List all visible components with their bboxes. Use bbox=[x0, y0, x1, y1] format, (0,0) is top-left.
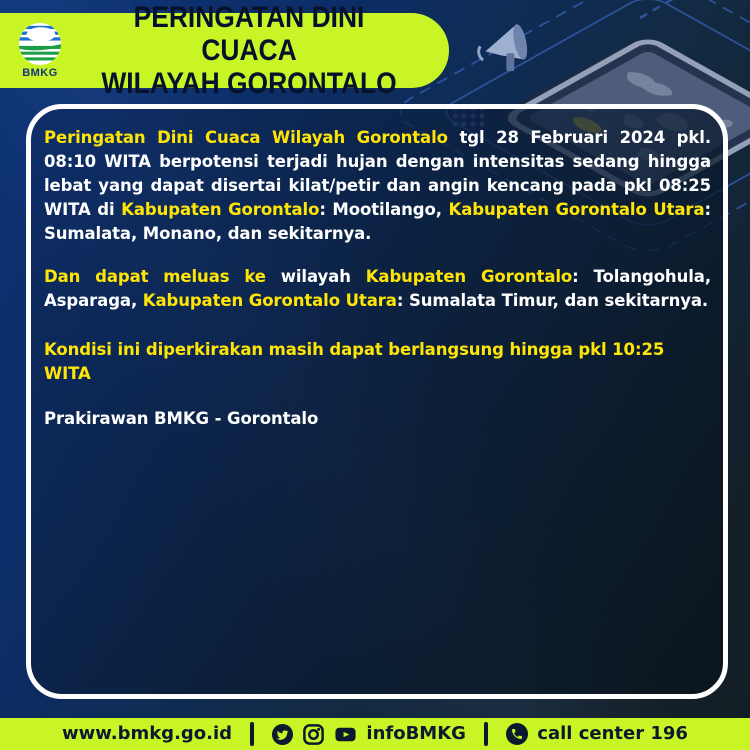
bmkg-logo-icon bbox=[18, 22, 62, 66]
footer-bar bbox=[0, 718, 750, 750]
expansion-areas-kabupaten-gorontalo: : Tolangohula, Asparaga, bbox=[44, 267, 711, 310]
footer-social-group bbox=[271, 718, 466, 750]
instagram-icon bbox=[302, 723, 325, 746]
alert-duration-note: Kondisi ini diperkirakan masih dapat berlangsung hingga pkl 10:25 WITA bbox=[44, 340, 665, 383]
alert-paragraph-2 bbox=[44, 265, 711, 313]
alert-paragraph-1 bbox=[44, 126, 711, 246]
expansion-areas-gorontalo-utara: : Sumalata Timur, dan sekitarnya. bbox=[396, 291, 709, 310]
footer-separator bbox=[250, 722, 254, 746]
expansion-mid: wilayah bbox=[265, 267, 366, 286]
footer-callcenter-label: call center 196 bbox=[537, 723, 688, 744]
forecaster-signature: Prakirawan BMKG - Gorontalo bbox=[44, 409, 319, 428]
region-kabupaten-gorontalo: Kabupaten Gorontalo bbox=[121, 200, 320, 219]
footer-callcenter-group bbox=[505, 718, 688, 750]
header-banner bbox=[0, 1, 449, 100]
footer-separator bbox=[484, 722, 488, 746]
bmkg-logo bbox=[13, 22, 67, 79]
youtube-icon bbox=[333, 723, 358, 746]
areas-kabupaten-gorontalo: : Mootilango, bbox=[319, 200, 449, 219]
expansion-region-kabupaten-gorontalo: Kabupaten Gorontalo bbox=[365, 267, 573, 286]
poster-title-line2: WILAYAH GORONTALO bbox=[101, 67, 397, 100]
areas-gorontalo-utara: : Sumalata, Monano, dan sekitarnya. bbox=[44, 200, 711, 243]
footer-social-handle: infoBMKG bbox=[366, 723, 466, 744]
phone-icon bbox=[505, 722, 529, 746]
poster-title-line1: PERINGATAN DINI CUACA bbox=[133, 1, 365, 67]
expansion-lead: Dan dapat meluas ke bbox=[44, 267, 266, 286]
alert-panel bbox=[26, 104, 728, 699]
region-gorontalo-utara: Kabupaten Gorontalo Utara bbox=[448, 200, 705, 219]
alert-title-highlight: Peringatan Dini Cuaca Wilayah Gorontalo bbox=[44, 128, 448, 147]
expansion-region-gorontalo-utara: Kabupaten Gorontalo Utara bbox=[142, 291, 397, 310]
alert-body-text: tgl 28 Februari 2024 pkl. 08:10 WITA berpotensi terjadi hujan dengan intensitas sedang hingga lebat yang dapat disertai kilat/petir dan angin kencang pada pkl 08:25 WITA di bbox=[44, 128, 711, 219]
bmkg-logo-label: BMKG bbox=[22, 67, 58, 79]
twitter-icon bbox=[271, 723, 294, 746]
megaphone-icon bbox=[475, 23, 532, 78]
poster-title bbox=[89, 1, 409, 100]
footer-website: www.bmkg.go.id bbox=[62, 723, 233, 744]
